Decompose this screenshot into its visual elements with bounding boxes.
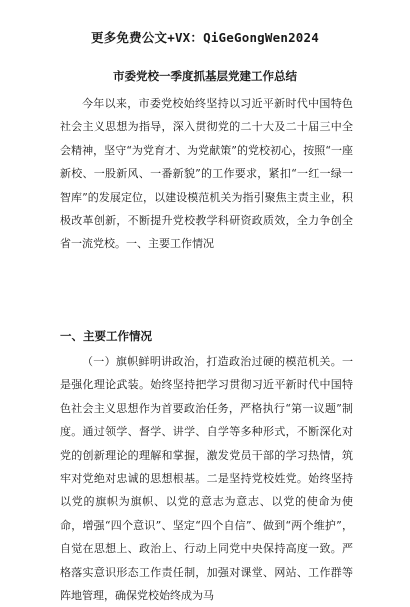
intro-paragraph: 今年以来，市委党校始终坚持以习近平新时代中国特色社会主义思想为指导，深入贯彻党的二十大及二十届三中全会精神，坚守“为党育才、为党献策”的党校初心，按照“一座新校、一股新风、一番新貌”的工作要求，紧扣“一红一绿一智库”的发展定位，以建设模范机关为指引聚焦主责主业，积极改革创新，不断提升党校教学科研资政质效，全力争创全省一流党校。一、主要工作情况 (60, 97, 353, 251)
section-paragraph: （一）旗帜鲜明讲政治，打造政治过硬的模范机关。一是强化理论武装。始终坚持把学习贯彻习近平新时代中国特色社会主义思想作为首要政治任务，严格执行“第一议题”制度。通过领学、督学、讲学、自学等多种形式，不断深化对党的创新理论的理解和掌握，激发党员干部的学习热情，筑牢对党绝对忠诚的思想根基。二是坚持党校姓党。始终坚持以党的旗帜为旗帜、以党的意志为意志、以党的使命为使命，增强“四个意识”、坚定“四个自信”、做到“两个维护”，自觉在思想上、政治上、行动上同党中央保持高度一致。严格落实意识形态工作责任制，加强对课堂、网站、工作群等阵地管理，确保党校始终成为马 (60, 355, 353, 603)
promo-banner: 更多免费公文+VX：QiGeGongWen2024 (91, 30, 319, 45)
section-heading: 一、主要工作情况 (60, 329, 152, 343)
document-title: 市委党校一季度抓基层党建工作总结 (113, 69, 297, 83)
